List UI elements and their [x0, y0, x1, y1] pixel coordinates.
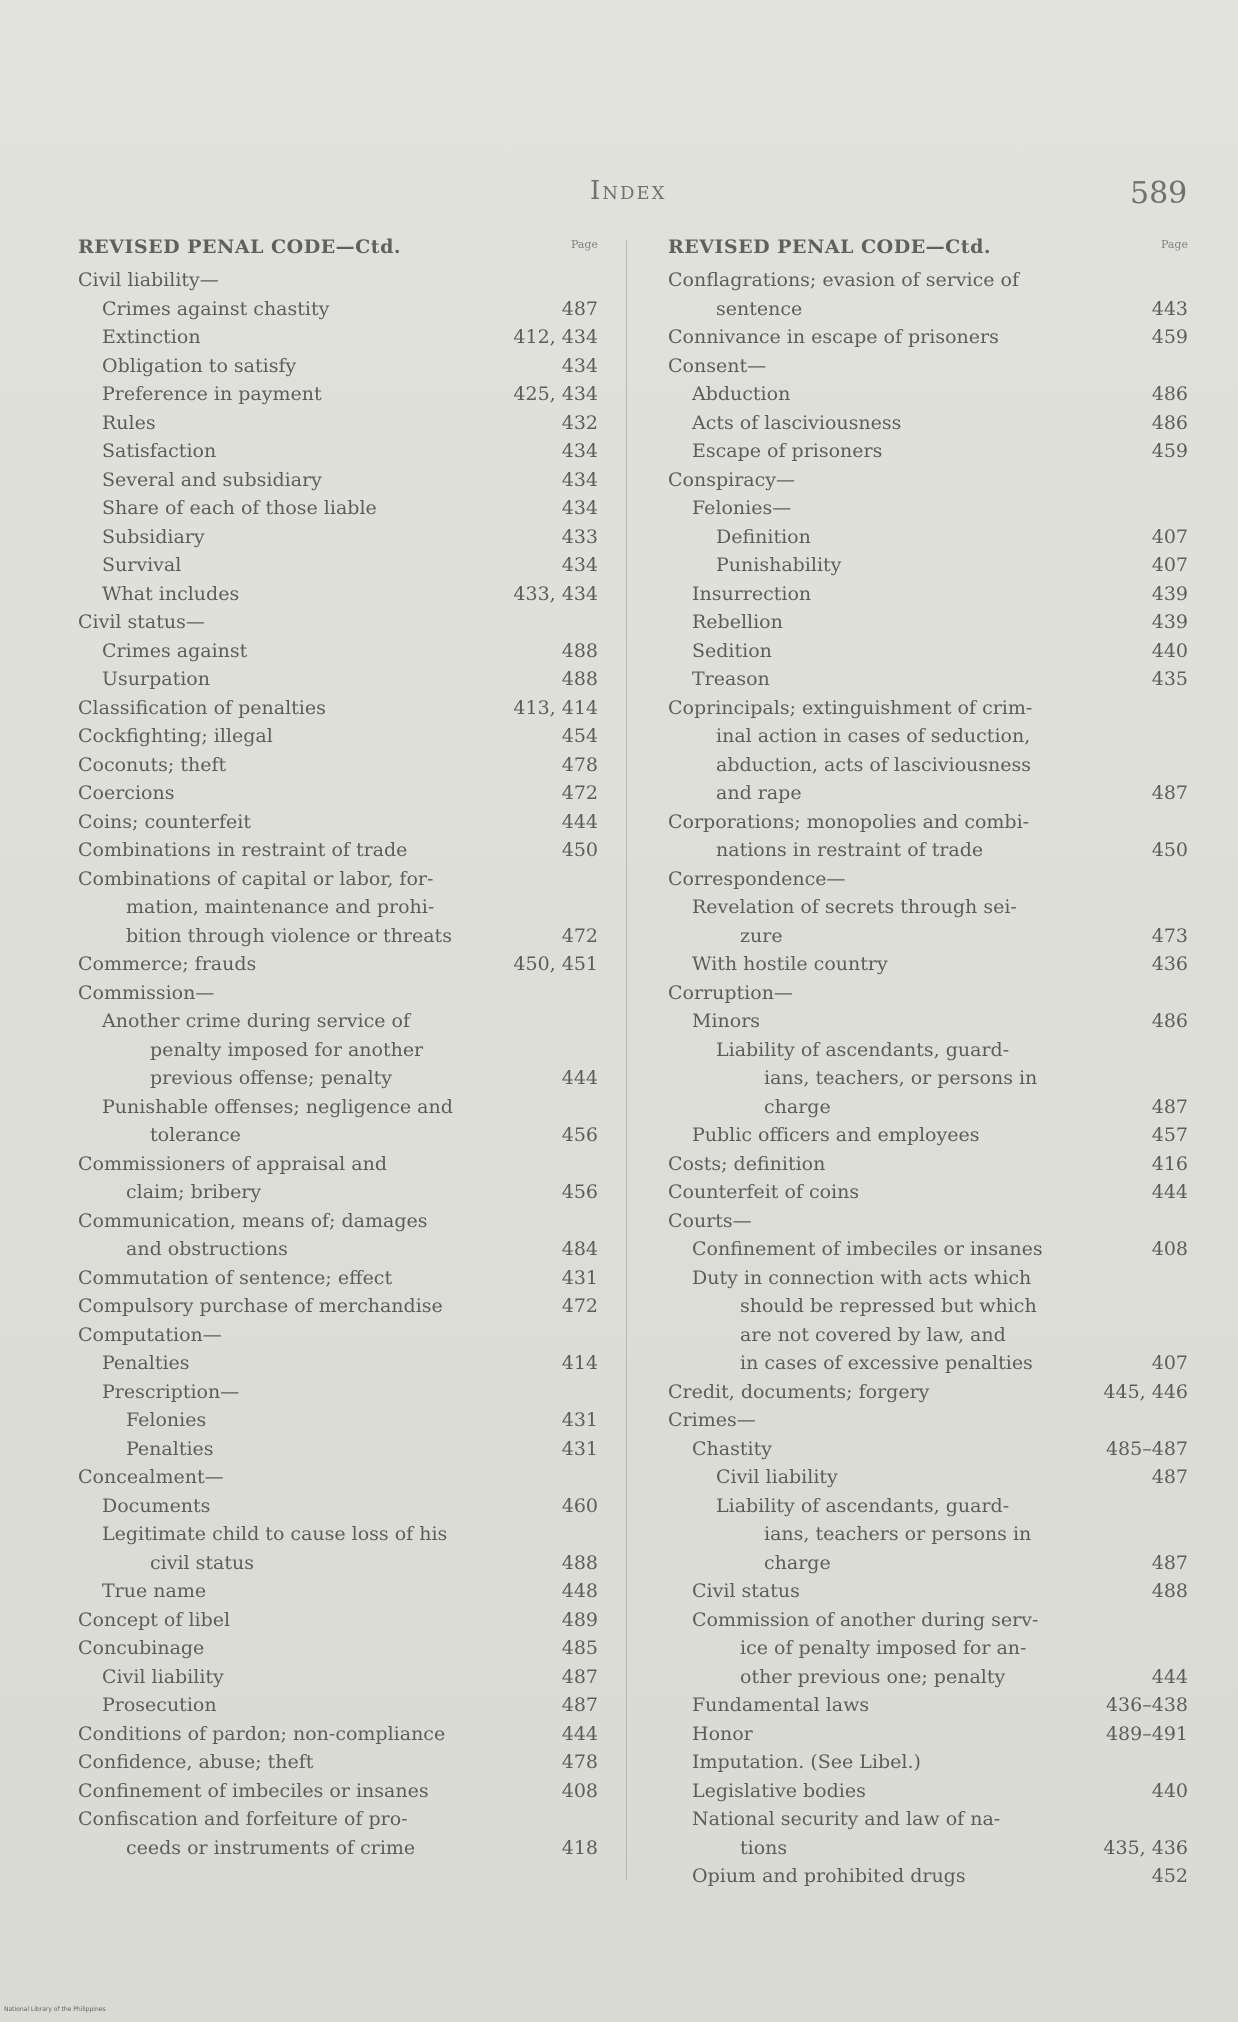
index-entry	[668, 580, 1188, 609]
entry-text: Commission of another during serv-	[692, 1608, 1039, 1631]
page-reference: 408	[561, 1779, 598, 1802]
index-entry	[78, 1663, 598, 1692]
page-reference: 488	[561, 668, 598, 690]
entry-continuation: civil status	[150, 1551, 254, 1574]
entry-continuation: and rape	[716, 782, 802, 804]
index-entry	[78, 494, 598, 523]
index-entry	[78, 865, 598, 951]
index-entry	[78, 380, 598, 409]
page-reference: 457	[1151, 1124, 1188, 1146]
page-reference: 425, 434	[513, 383, 598, 405]
right-entries	[668, 266, 1188, 1891]
entry-text: Penalties	[102, 1352, 190, 1374]
entry-text: Commerce; frauds	[78, 953, 257, 975]
entry-text: Compulsory purchase of merchandise	[78, 1295, 443, 1317]
page-reference: 407	[1151, 1352, 1188, 1374]
page-reference: 478	[561, 753, 598, 776]
page-header	[0, 176, 1238, 216]
page-reference: 459	[1151, 440, 1188, 462]
index-entry	[668, 1235, 1188, 1264]
entry-continuation: are not covered by law, and	[740, 1323, 1006, 1346]
entry-text: Extinction	[102, 326, 201, 348]
column-divider	[626, 240, 627, 1880]
entry-text: Civil status	[692, 1580, 800, 1602]
entry-continuation: ice of penalty imposed for an-	[740, 1637, 1027, 1659]
entry-text: Abduction	[692, 383, 791, 405]
entry-text: Concept of libel	[78, 1608, 231, 1631]
index-entry	[78, 437, 598, 466]
entry-text: Obligation to satisfy	[102, 354, 297, 377]
page-reference: 414	[561, 1352, 598, 1374]
page-reference: 407	[1151, 554, 1188, 576]
entry-text: Correspondence—	[668, 867, 846, 890]
page-reference: 443	[1151, 297, 1188, 320]
page-reference: 478	[561, 1751, 598, 1773]
entry-text: Computation—	[78, 1323, 222, 1346]
entry-text: Prescription—	[102, 1380, 240, 1403]
index-entry	[668, 808, 1188, 865]
entry-text: Chastity	[692, 1437, 772, 1460]
page-reference: 413, 414	[513, 696, 598, 719]
page-reference: 436–438	[1105, 1694, 1188, 1716]
page-reference: 454	[561, 725, 598, 747]
index-entry	[78, 1207, 598, 1264]
page-reference: 487	[1151, 782, 1188, 804]
entry-text: Treason	[692, 668, 770, 690]
index-entry	[78, 1463, 598, 1492]
index-entry	[668, 893, 1188, 950]
index-entry	[78, 1007, 598, 1093]
page-reference: 486	[1151, 1010, 1188, 1032]
page-reference: 487	[1151, 1551, 1188, 1574]
running-title: Index	[590, 176, 667, 206]
index-entry	[668, 323, 1188, 352]
index-entry	[78, 1292, 598, 1321]
page-reference: 448	[561, 1580, 598, 1602]
index-entry	[78, 466, 598, 495]
entry-text: Documents	[102, 1494, 211, 1517]
entry-text: Commission—	[78, 981, 215, 1004]
entry-text: Crimes against	[102, 639, 248, 662]
page-reference: 439	[1151, 611, 1188, 633]
entry-text: Rebellion	[692, 611, 783, 633]
index-entry	[668, 551, 1188, 580]
column-heading	[668, 236, 1188, 264]
index-entry	[668, 1178, 1188, 1207]
entry-text: Public officers and employees	[692, 1124, 980, 1146]
entry-text: What includes	[102, 582, 240, 605]
entry-text: National security and law of na-	[692, 1808, 1001, 1830]
page-reference: 460	[561, 1494, 598, 1517]
page-number: 589	[1130, 176, 1188, 211]
index-entry	[668, 1577, 1188, 1606]
index-entry	[78, 323, 598, 352]
entry-text: Crimes against chastity	[102, 297, 330, 320]
entry-text: Communication, means of; damages	[78, 1209, 428, 1232]
entry-text: Counterfeit of coins	[668, 1181, 860, 1203]
entry-continuation: and obstructions	[126, 1238, 288, 1260]
entry-continuation: ians, teachers, or persons in	[764, 1067, 1038, 1089]
index-entry	[78, 836, 598, 865]
page-reference: 473	[1151, 924, 1188, 947]
index-entry	[78, 1349, 598, 1378]
entry-text: Liability of ascendants, guard-	[716, 1494, 1010, 1517]
index-entry	[668, 494, 1188, 523]
page-reference: 434	[561, 468, 598, 491]
page-reference: 489	[561, 1608, 598, 1631]
entry-continuation: charge	[764, 1551, 831, 1574]
index-entry	[668, 608, 1188, 637]
index-entry	[668, 352, 1188, 381]
entry-text: Conspiracy—	[668, 468, 795, 491]
index-entry	[668, 266, 1188, 323]
entry-text: Conflagrations; evasion of service of	[668, 269, 1020, 291]
index-entry	[668, 409, 1188, 438]
index-entry	[668, 380, 1188, 409]
index-entry	[78, 1378, 598, 1407]
page-reference: 485–487	[1105, 1437, 1188, 1460]
page-reference: 416	[1151, 1152, 1188, 1175]
page-reference: 418	[561, 1836, 598, 1859]
index-entry	[668, 466, 1188, 495]
entry-text: Subsidiary	[102, 525, 205, 548]
entry-text: Corporations; monopolies and combi-	[668, 810, 1030, 833]
entry-text: Civil liability	[102, 1665, 224, 1688]
entry-text: True name	[102, 1580, 207, 1602]
index-entry	[78, 1150, 598, 1207]
index-entry	[78, 580, 598, 609]
entry-text: Usurpation	[102, 668, 210, 690]
index-entry	[668, 1463, 1188, 1492]
index-entry	[668, 1264, 1188, 1378]
column-heading	[78, 236, 598, 264]
entry-continuation: charge	[764, 1095, 831, 1118]
entry-text: Civil status—	[78, 611, 205, 633]
page-label: Page	[570, 238, 598, 251]
entry-text: Confidence, abuse; theft	[78, 1751, 314, 1773]
entry-continuation: previous offense; penalty	[150, 1067, 393, 1089]
entry-continuation: bition through violence or threats	[126, 924, 452, 947]
page-reference: 486	[1151, 383, 1188, 405]
index-entry	[78, 1691, 598, 1720]
page-reference: 450	[561, 839, 598, 861]
entry-text: Commutation of sentence; effect	[78, 1266, 393, 1289]
index-entry	[78, 295, 598, 324]
entry-text: Confinement of imbeciles or insanes	[78, 1779, 429, 1802]
page-reference: 431	[561, 1409, 598, 1431]
index-entry	[668, 1036, 1188, 1122]
index-entry	[668, 1492, 1188, 1578]
index-entry	[78, 1406, 598, 1435]
entry-text: Concealment—	[78, 1466, 224, 1488]
index-entry	[78, 808, 598, 837]
entry-continuation: abduction, acts of lasciviousness	[716, 753, 1031, 776]
page-reference: 432	[561, 411, 598, 434]
page-reference: 433, 434	[513, 582, 598, 605]
entry-text: Crimes—	[668, 1409, 756, 1431]
page-reference: 450, 451	[513, 953, 598, 975]
page-reference: 434	[561, 440, 598, 462]
page-reference: 434	[561, 497, 598, 519]
index-entry	[668, 865, 1188, 894]
entry-text: Insurrection	[692, 582, 812, 605]
entry-text: Felonies—	[692, 497, 792, 519]
index-entry	[668, 979, 1188, 1008]
page-reference: 433	[561, 525, 598, 548]
index-entry	[78, 352, 598, 381]
index-entry	[668, 1007, 1188, 1036]
index-entry	[668, 950, 1188, 979]
entry-text: Honor	[692, 1722, 753, 1745]
entry-text: Confiscation and forfeiture of pro-	[78, 1808, 408, 1830]
entry-text: Connivance in escape of prisoners	[668, 326, 999, 348]
page-reference: 472	[561, 1295, 598, 1317]
page-reference: 487	[561, 1694, 598, 1716]
page-reference: 488	[561, 639, 598, 662]
page-reference: 444	[1151, 1181, 1188, 1203]
entry-continuation: tolerance	[150, 1124, 241, 1146]
page-reference: 434	[561, 354, 598, 377]
entry-text: Several and subsidiary	[102, 468, 322, 491]
page-label: Page	[1160, 238, 1188, 251]
entry-text: Combinations in restraint of trade	[78, 839, 408, 861]
entry-continuation: mation, maintenance and prohi-	[126, 896, 435, 918]
index-entry	[668, 637, 1188, 666]
page-reference: 407	[1151, 525, 1188, 548]
left-column	[78, 236, 598, 1862]
index-entry	[668, 1378, 1188, 1407]
index-entry	[668, 1805, 1188, 1862]
page-reference: 450	[1151, 839, 1188, 861]
page-reference: 412, 434	[513, 326, 598, 348]
entry-text: Fundamental laws	[692, 1694, 870, 1716]
index-entry	[668, 437, 1188, 466]
entry-text: Consent—	[668, 354, 767, 377]
entry-text: Punishable offenses; negligence and	[102, 1095, 453, 1118]
page-reference: 435, 436	[1103, 1836, 1188, 1859]
page-reference: 444	[1151, 1665, 1188, 1688]
entry-text: Combinations of capital or labor, for-	[78, 867, 434, 890]
page-reference: 431	[561, 1437, 598, 1460]
index-entry	[668, 1720, 1188, 1749]
index-entry	[78, 1805, 598, 1862]
index-entry	[668, 1777, 1188, 1806]
column-heading-text: REVISED PENAL CODE—Ctd.	[78, 236, 401, 258]
entry-continuation: ceeds or instruments of crime	[126, 1836, 416, 1859]
index-entry	[668, 1748, 1188, 1777]
entry-text: Another crime during service of	[102, 1010, 411, 1032]
entry-text: Coprincipals; extinguishment of crim-	[668, 696, 1033, 719]
page-reference: 435	[1151, 668, 1188, 690]
page-reference: 444	[561, 1067, 598, 1089]
entry-text: Credit, documents; forgery	[668, 1380, 930, 1403]
column-heading-text: REVISED PENAL CODE—Ctd.	[668, 236, 991, 258]
page-reference: 486	[1151, 411, 1188, 434]
entry-text: Share of each of those liable	[102, 497, 377, 519]
index-entry	[78, 1321, 598, 1350]
page-reference: 472	[561, 924, 598, 947]
entry-text: Preference in payment	[102, 383, 322, 405]
footer-credit: National Library of the Philippines	[4, 2006, 106, 2013]
entry-text: Confinement of imbeciles or insanes	[692, 1238, 1043, 1260]
entry-text: Coins; counterfeit	[78, 810, 251, 833]
index-entry	[78, 1093, 598, 1150]
entry-text: Corruption—	[668, 981, 793, 1004]
index-entry	[78, 1606, 598, 1635]
entry-continuation: nations in restraint of trade	[716, 839, 984, 861]
index-entry	[668, 1207, 1188, 1236]
index-entry	[78, 722, 598, 751]
left-entries	[78, 266, 598, 1862]
entry-text: Coercions	[78, 782, 175, 804]
index-entry	[78, 694, 598, 723]
entry-text: Legislative bodies	[692, 1779, 866, 1802]
entry-text: Civil liability—	[78, 269, 219, 291]
index-entry	[668, 523, 1188, 552]
entry-text: Classification of penalties	[78, 696, 326, 719]
entry-text: Concubinage	[78, 1637, 205, 1659]
index-entry	[78, 551, 598, 580]
index-entry	[78, 779, 598, 808]
page-reference: 487	[1151, 1466, 1188, 1488]
index-entry	[78, 637, 598, 666]
entry-text: Civil liability	[716, 1466, 838, 1488]
index-entry	[668, 1406, 1188, 1435]
entry-text: Duty in connection with acts which	[692, 1266, 1032, 1289]
page-reference: 456	[561, 1124, 598, 1146]
entry-continuation: should be repressed but which	[740, 1295, 1037, 1317]
page-reference: 431	[561, 1266, 598, 1289]
entry-text: Courts—	[668, 1209, 752, 1232]
index-entry	[78, 665, 598, 694]
entry-text: Commissioners of appraisal and	[78, 1152, 388, 1175]
index-entry	[78, 950, 598, 979]
entry-text: Rules	[102, 411, 156, 434]
entry-text: Legitimate child to cause loss of his	[102, 1523, 448, 1545]
page-reference: 459	[1151, 326, 1188, 348]
page-reference: 452	[1151, 1865, 1188, 1887]
index-entry	[78, 1720, 598, 1749]
index-entry	[78, 1577, 598, 1606]
index-entry	[668, 1606, 1188, 1692]
entry-continuation: sentence	[716, 297, 803, 320]
page-reference: 444	[561, 810, 598, 833]
entry-text: Sedition	[692, 639, 772, 662]
index-entry	[78, 751, 598, 780]
entry-continuation: ians, teachers or persons in	[764, 1523, 1032, 1545]
index-entry	[668, 1121, 1188, 1150]
page-reference: 487	[1151, 1095, 1188, 1118]
entry-text: Imputation. (See Libel.)	[692, 1751, 921, 1773]
index-entry	[78, 1520, 598, 1577]
page-reference: 434	[561, 554, 598, 576]
index-entry	[668, 665, 1188, 694]
page-reference: 488	[561, 1551, 598, 1574]
index-entry	[78, 1634, 598, 1663]
page-reference: 408	[1151, 1238, 1188, 1260]
entry-text: Conditions of pardon; non-compliance	[78, 1722, 446, 1745]
index-entry	[668, 1862, 1188, 1891]
entry-continuation: inal action in cases of seduction,	[716, 725, 1031, 747]
entry-text: Revelation of secrets through sei-	[692, 896, 1017, 918]
index-entry	[78, 1492, 598, 1521]
right-column	[668, 236, 1188, 1891]
entry-text: Liability of ascendants, guard-	[716, 1038, 1010, 1061]
index-entry	[78, 1748, 598, 1777]
page-reference: 436	[1151, 953, 1188, 975]
index-entry	[668, 694, 1188, 808]
entry-text: Prosecution	[102, 1694, 217, 1716]
page-reference: 456	[561, 1181, 598, 1203]
index-entry	[668, 1435, 1188, 1464]
entry-text: Acts of lasciviousness	[692, 411, 902, 434]
entry-text: Costs; definition	[668, 1152, 826, 1175]
index-entry	[78, 523, 598, 552]
entry-text: Survival	[102, 554, 182, 576]
page-reference: 472	[561, 782, 598, 804]
entry-text: Felonies	[126, 1409, 207, 1431]
index-entry	[668, 1691, 1188, 1720]
index-entry	[78, 409, 598, 438]
entry-continuation: penalty imposed for another	[150, 1038, 424, 1061]
page-reference: 445, 446	[1103, 1380, 1188, 1403]
index-entry	[78, 979, 598, 1008]
index-entry	[78, 1264, 598, 1293]
entry-text: Opium and prohibited drugs	[692, 1865, 966, 1887]
page-reference: 488	[1151, 1580, 1188, 1602]
page-reference: 485	[561, 1637, 598, 1659]
page-reference: 439	[1151, 582, 1188, 605]
entry-continuation: other previous one; penalty	[740, 1665, 1006, 1688]
entry-continuation: in cases of excessive penalties	[740, 1352, 1033, 1374]
entry-continuation: zure	[740, 924, 783, 947]
entry-text: Punishability	[716, 554, 842, 576]
entry-text: Penalties	[126, 1437, 214, 1460]
entry-text: Definition	[716, 525, 811, 548]
entry-continuation: claim; bribery	[126, 1181, 262, 1203]
index-entry	[78, 1777, 598, 1806]
entry-text: Coconuts; theft	[78, 753, 227, 776]
page-reference: 489–491	[1105, 1722, 1188, 1745]
entry-continuation: tions	[740, 1836, 788, 1859]
entry-text: Minors	[692, 1010, 761, 1032]
index-entry	[78, 266, 598, 295]
page-reference: 487	[561, 297, 598, 320]
index-entry	[668, 1150, 1188, 1179]
page-reference: 440	[1151, 639, 1188, 662]
index-entry	[78, 608, 598, 637]
page-reference: 444	[561, 1722, 598, 1745]
entry-text: With hostile country	[692, 953, 888, 975]
entry-text: Satisfaction	[102, 440, 217, 462]
page-reference: 440	[1151, 1779, 1188, 1802]
entry-text: Cockfighting; illegal	[78, 725, 273, 747]
index-entry	[78, 1435, 598, 1464]
page-reference: 487	[561, 1665, 598, 1688]
page-reference: 484	[561, 1238, 598, 1260]
entry-text: Escape of prisoners	[692, 440, 883, 462]
